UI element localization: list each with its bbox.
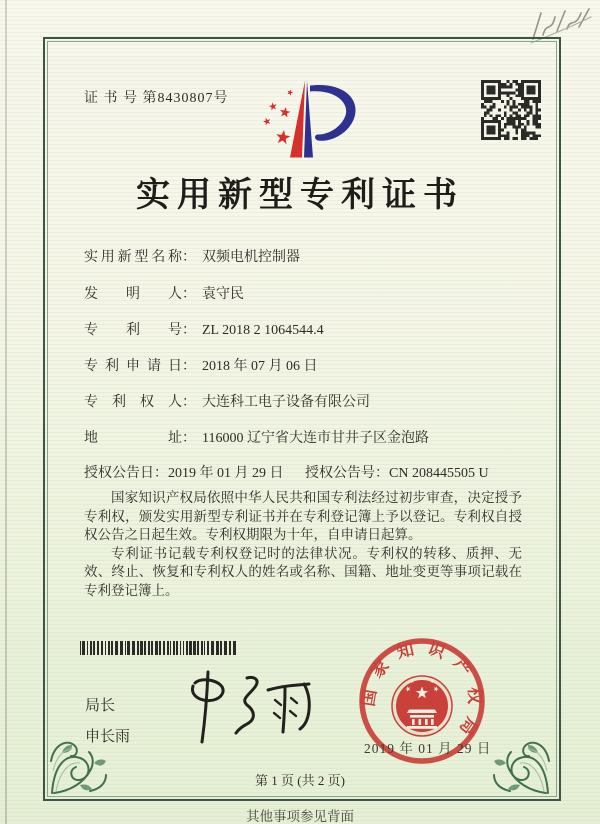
field-value: 双频电机控制器: [202, 250, 300, 265]
field-value: 116000 辽宁省大连市甘井子区金泡路: [202, 431, 429, 446]
field-value: ZL 2018 2 1064544.4: [202, 323, 324, 338]
field-label: 授权公告日: [84, 466, 154, 481]
scan-edge-line: [5, 0, 7, 824]
back-side-note: 其他事项参见背面: [246, 809, 354, 824]
certificate-title: 实用新型专利证书: [136, 177, 464, 214]
field-label: 专利申请日: [84, 359, 182, 374]
colon: ：: [182, 359, 196, 374]
legal-text: [84, 489, 522, 600]
field-filing-date: [84, 355, 318, 375]
director-title: 局长: [85, 698, 116, 714]
barcode-icon: [80, 641, 238, 655]
colon: ：: [375, 466, 389, 481]
field-value: 袁守民: [202, 287, 244, 302]
colon: ：: [182, 431, 196, 446]
field-value: 2018 年 07 月 06 日: [202, 359, 318, 374]
field-inventor: [84, 283, 244, 303]
qr-code-icon: [481, 80, 541, 140]
legal-paragraph-1: 国家知识产权局依照中华人民共和国专利法经过初步审查，决定授予专利权，颁发实用新型专利证书并在专利登记簿上予以登记。专利权自授权公告之日起生效。专利权期限为十年，自申请日起算。: [84, 490, 522, 542]
signature-icon: [175, 666, 323, 750]
field-value: CN 208445505 U: [389, 466, 489, 481]
field-label: 地址: [84, 431, 182, 446]
colon: ：: [182, 250, 196, 265]
field-label: 发明人: [84, 287, 182, 302]
colon: ：: [182, 395, 196, 410]
field-label: 实用新型名称: [84, 250, 182, 265]
seal-text: 国家知识产权局: [358, 637, 485, 748]
field-patent-number: [84, 319, 324, 339]
field-label: 专利号: [84, 323, 182, 338]
field-utility-model-name: [84, 246, 300, 266]
certificate-number: 证 书 号 第8430807号: [84, 91, 229, 106]
page-number: 第 1 页 (共 2 页): [255, 773, 345, 788]
field-value: 大连科工电子设备有限公司: [202, 395, 370, 410]
field-label: 专利权人: [84, 395, 182, 410]
field-patentee: [84, 391, 370, 411]
field-label: 授权公告号: [305, 466, 375, 481]
field-grant-number: [305, 462, 489, 482]
cnipa-logo-icon: [258, 73, 364, 166]
field-address: [84, 427, 429, 447]
director-name: 申长雨: [85, 729, 131, 745]
colon: ：: [182, 323, 196, 338]
seal-date: 2019 年 01 月 29 日: [364, 741, 492, 756]
field-grant-date: [84, 462, 284, 482]
colon: ：: [154, 466, 168, 481]
field-value: 2019 年 01 月 29 日: [168, 466, 284, 481]
legal-paragraph-2: 专利证书记载专利权登记时的法律状况。专利权的转移、质押、无效、终止、恢复和专利权人的姓名或名称、国籍、地址变更等事项记载在专利登记簿上。: [84, 545, 522, 598]
colon: ：: [182, 287, 196, 302]
